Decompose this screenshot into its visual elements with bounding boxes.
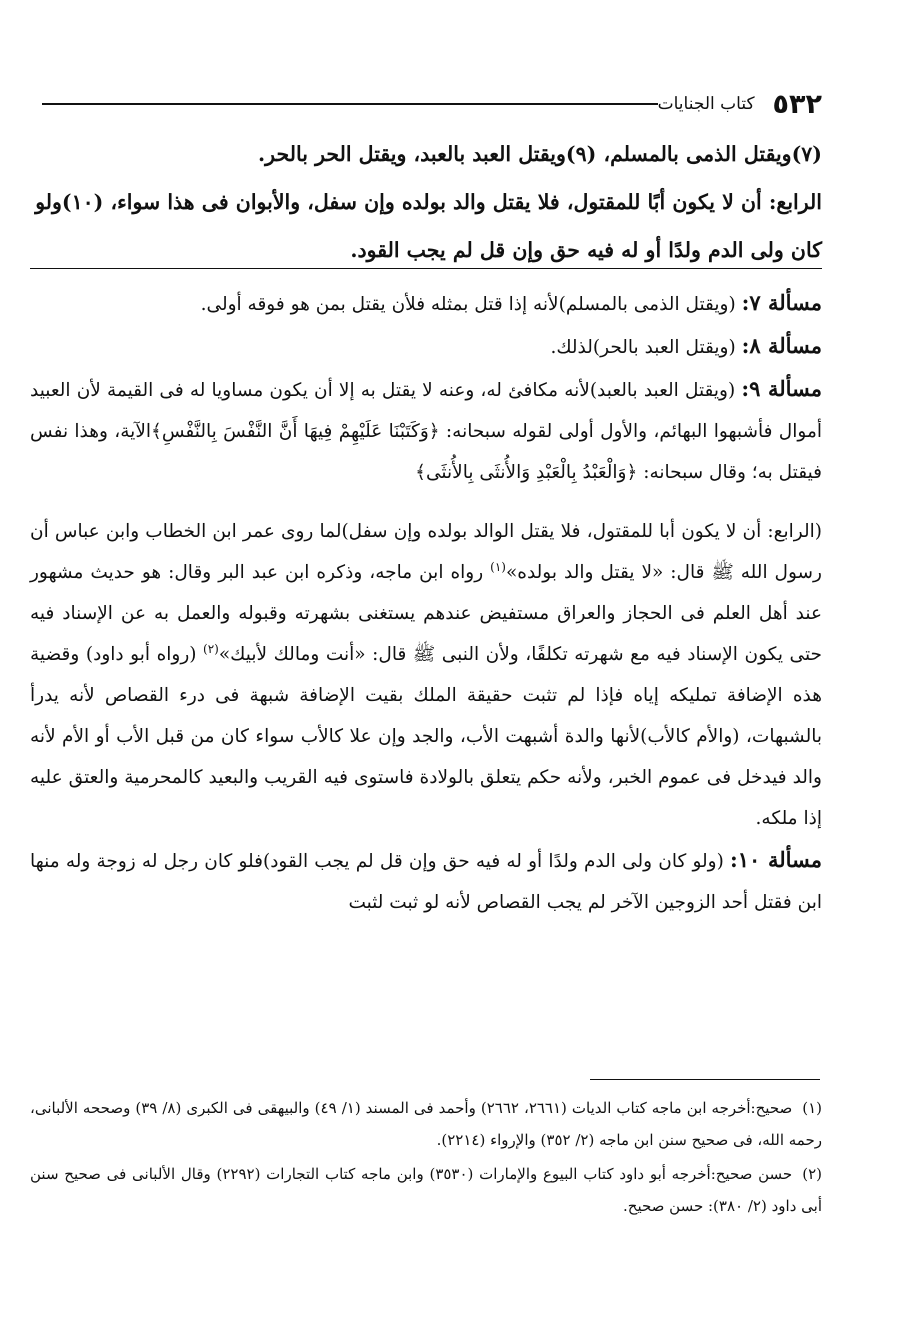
issue-10-label: مسألة ١٠: [730, 847, 822, 872]
footnote-separator [590, 1079, 820, 1080]
issue-9-label: مسألة ٩: [741, 376, 822, 401]
footnote-1-number: (١) [802, 1099, 823, 1117]
main-text [30, 130, 822, 274]
footnote-2-text: حسن صحيح:أخرجه أبو داود كتاب البيوع والإمارات (٣٥٣٠) وابن ماجه كتاب التجارات (٢٢٩٢) وقال الألبانى فى صحيح سنن أبى داود (٢/ ٣٨٠): حسن صحيح. [30, 1165, 822, 1215]
footnote-2 [30, 1158, 822, 1222]
issue-7 [30, 282, 822, 325]
commentary [30, 282, 822, 923]
issue-10-text: (ولو كان ولى الدم ولدًا أو له فيه حق وإن قل لم يجب القود)فلو كان رجل له زوجة وله منها ابن فقتل أحد الزوجين الآخر لم يجب القصاص لأنه لو ثبت لثبت [30, 851, 822, 913]
fourth-condition-paragraph [30, 511, 822, 839]
book-title: كتاب الجنايات [657, 94, 755, 114]
issue-10 [30, 839, 822, 923]
footnote-1-text: صحيح:أخرجه ابن ماجه كتاب الديات (٢٦٦١، ٢٦٦٢) وأحمد فى المسند (١/ ٤٩) والبيهقى فى الكبرى (٨/ ٣٩) وصححه الألبانى، رحمه الله، فى صحيح سنن ابن ماجه (٢/ ٣٥٢) والإرواء (٢٢١٤). [30, 1099, 822, 1149]
issue-7-label: مسألة ٧: [741, 290, 822, 315]
page-header [30, 86, 822, 122]
main-separator [30, 268, 822, 269]
issue-9-text: (ويقتل العبد بالعبد)لأنه مكافئ له، وعنه لا يقتل به إلا أن يكون مساويا له فى القيمة لأن العبيد أموال فأشبهوا البهائم، والأول أولى لقوله سبحانه: ﴿وَكَتَبْنَا عَلَيْهِمْ فِيهَا أَنَّ النَّفْسَ بِالنَّفْسِ﴾الآية، وهذا نفس فيقتل به؛ وقال سبحانه: ﴿وَالْعَبْدُ بِالْعَبْدِ وَالأُنثَى بِالأُنثَى﴾ [30, 380, 822, 483]
fourth-text-c: (رواه أبو داود) وقضية هذه الإضافة تمليكه إياه فإذا لم تثبت حقيقة الملك بقيت الإضافة شبهة فى درء القصاص لأنه يدرأ بالشبهات، (والأم كالأب)لأنها والدة أشبهت الأب، والجد وإن علا كالأب سواء كان من قبل الأب أو الأم لأنه والد فيدخل فى عموم الخبر، ولأنه حكم يتعلق بالولادة فاستوى فيه القريب والبعيد كالمحرمية والعتق عليه إذا ملكه. [30, 644, 822, 829]
issue-8 [30, 325, 822, 368]
header-rule [42, 103, 658, 105]
fourth-text-a: (الرابع: أن لا يكون أبا للمقتول، فلا يقتل الوالد بولده وإن سفل)لما روى عمر ابن الخطاب وابن عباس أن رسول الله ﷺ قال: «لا يقتل والد بولده» [30, 521, 822, 583]
issue-8-label: مسألة ٨: [741, 333, 822, 358]
main-paragraph-2: الرابع: أن لا يكون أبًا للمقتول، فلا يقتل والد بولده وإن سفل، والأبوان فى هذا سواء، (١٠)ولو كان ولى الدم ولدًا أو له فيه حق وإن قل لم يجب القود. [35, 190, 822, 262]
issue-7-text: (ويقتل الذمى بالمسلم)لأنه إذا قتل بمثله فلأن يقتل بمن هو فوقه أولى. [200, 294, 742, 315]
page-number: ٥٣٢ [772, 88, 822, 120]
footnote-ref-2: (٢) [203, 641, 219, 656]
issue-9 [30, 368, 822, 493]
footnote-ref-1: (١) [490, 559, 506, 574]
main-line-1: (٧)ويقتل الذمى بالمسلم، (٩)ويقتل العبد بالعبد، ويقتل الحر بالحر. [258, 142, 822, 166]
paragraph-gap [30, 493, 822, 511]
footnote-2-number: (٢) [802, 1165, 822, 1183]
fourth-text-b: رواه ابن ماجه، وذكره ابن عبد البر وقال: هو حديث مشهور عند أهل العلم فى الحجاز والعراق مستفيض عندهم يستغنى بشهرته وقبوله والعمل به عن الإسناد فيه حتى يكون الإسناد فيه مع شهرته تكلفًا، ولأن النبى ﷺ قال: «أنت ومالك لأبيك» [30, 562, 822, 665]
footnotes [30, 1092, 822, 1224]
issue-8-text: (ويقتل العبد بالحر)لذلك. [550, 337, 742, 358]
footnote-1 [30, 1092, 822, 1156]
